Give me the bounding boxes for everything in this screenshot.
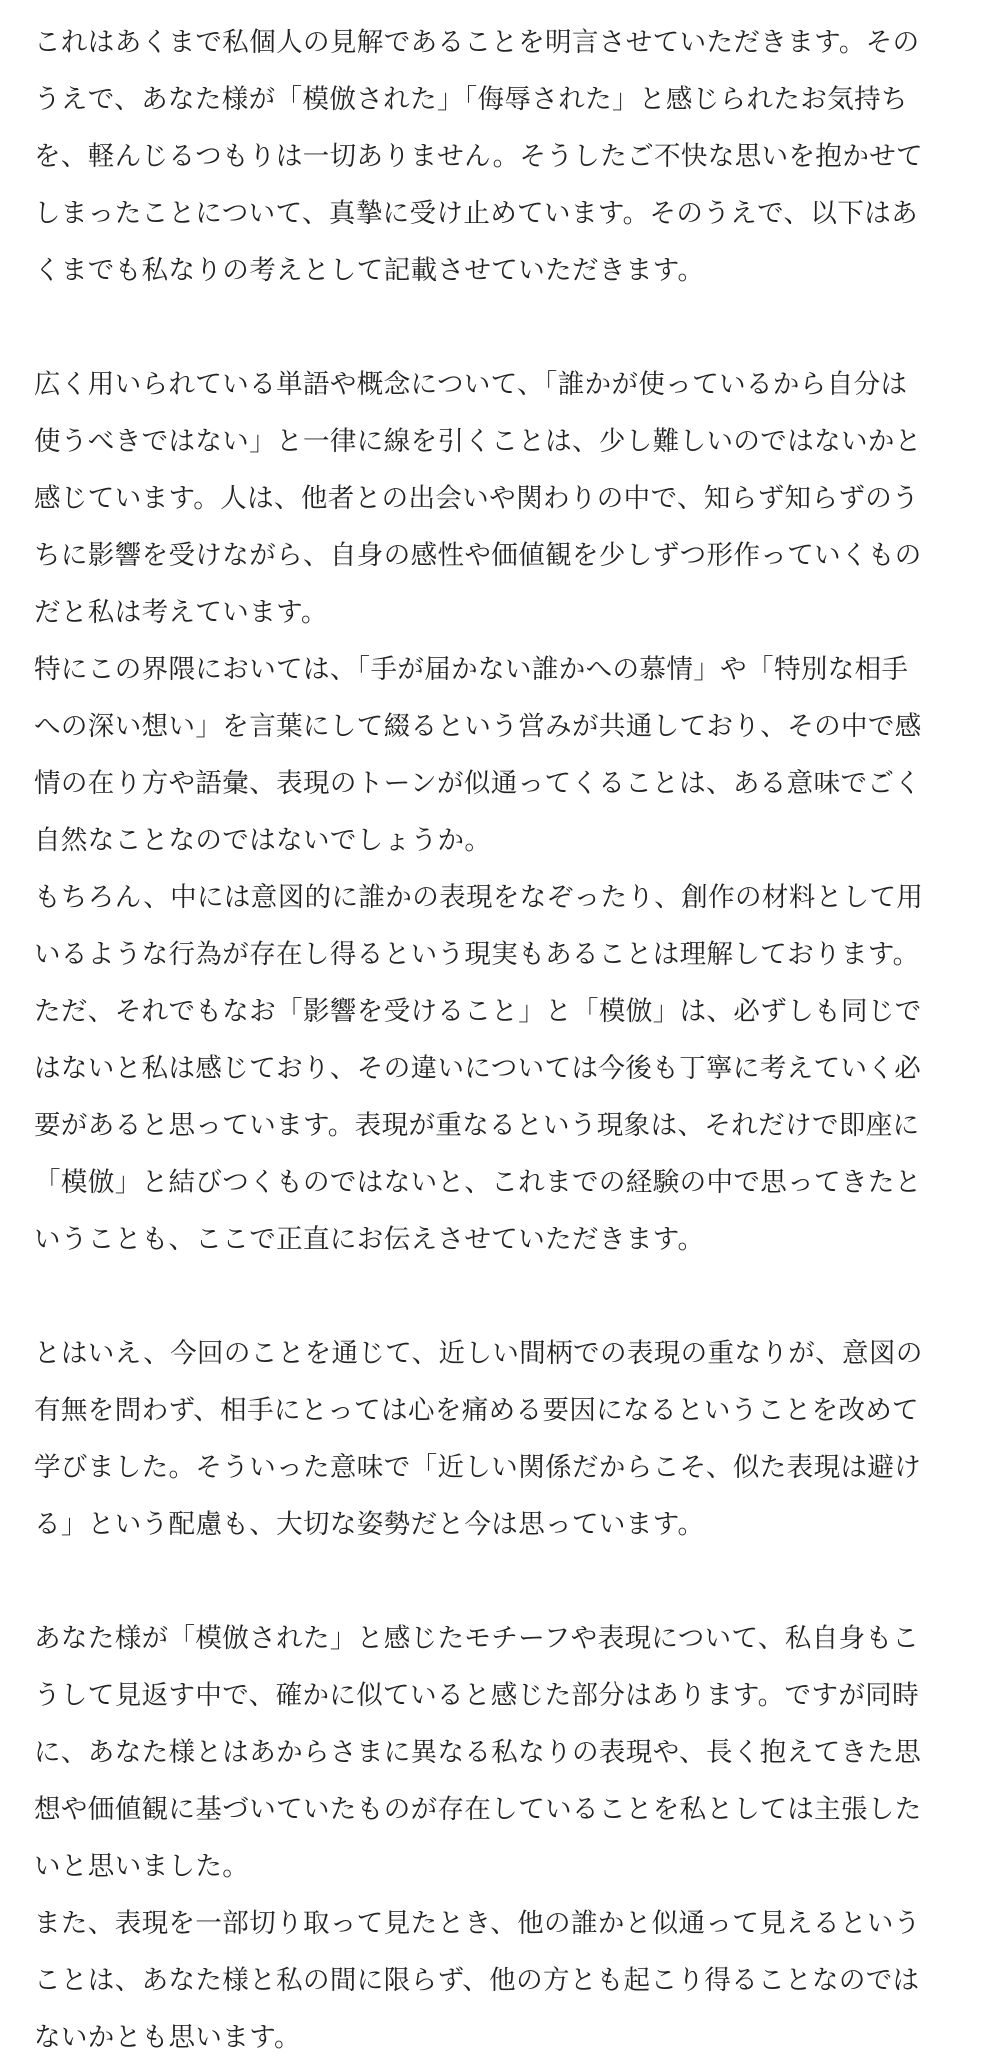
text-line: もちろん、中には意図的に誰かの表現をなぞったり、創作の材料として用: [34, 882, 924, 913]
paragraph-2: [34, 356, 981, 1268]
text-line: る」という配慮も、大切な姿勢だと今は思っています。: [34, 1509, 705, 1540]
text-line: とはいえ、今回のことを通じて、近しい間柄での表現の重なりが、意図の: [34, 1338, 923, 1369]
text-line: うえで、あなた様が「模倣された」「侮辱された」と感じられたお気持ち: [34, 84, 908, 115]
text-line: うして見返す中で、確かに似ていると感じた部分はあります。ですが同時: [34, 1680, 920, 1711]
text-line: を、軽んじるつもりは一切ありません。そうしたご不快な思いを抱かせて: [34, 141, 924, 172]
text-line: ないかとも思います。: [34, 2022, 301, 2053]
text-line: 使うべきではない」と一律に線を引くことは、少し難しいのではないかと: [34, 426, 922, 457]
text-line: いと思いました。: [34, 1851, 250, 1882]
paragraph-gap: [34, 1268, 981, 1325]
text-line: ちに影響を受けながら、自身の感性や価値観を少しずつ形作っていくもの: [34, 540, 922, 571]
text-line: これはあくまで私個人の見解であることを明言させていただきます。その: [34, 27, 920, 58]
text-line: 「模倣」と結びつくものではないと、これまでの経験の中で思ってきたと: [34, 1167, 922, 1198]
text-line: に、あなた様とはあからさまに異なる私なりの表現や、長く抱えてきた思: [34, 1737, 922, 1768]
text-line: また、表現を一部切り取って見たとき、他の誰かと似通って見えるという: [34, 1908, 921, 1939]
paragraph-gap: [34, 1553, 981, 1610]
text-line: あなた様が「模倣された」と感じたモチーフや表現について、私自身もこ: [34, 1623, 920, 1654]
text-line: 学びました。そういった意味で「近しい関係だからこそ、似た表現は避け: [34, 1452, 922, 1483]
paragraph-gap: [34, 299, 981, 356]
text-line: 情の在り方や語彙、表現のトーンが似通ってくることは、ある意味でごく: [34, 768, 922, 799]
text-line: いるような行為が存在し得るという現実もあることは理解しております。: [34, 939, 920, 970]
text-line: 特にこの界隈においては、「手が届かない誰かへの慕情」や「特別な相手: [34, 654, 909, 685]
text-line: 有無を問わず、相手にとっては心を痛める要因になるということを改めて: [34, 1395, 920, 1426]
text-line: くまでも私なりの考えとして記載させていただきます。: [34, 255, 705, 286]
text-line: 自然なことなのではないでしょうか。: [34, 825, 492, 856]
text-line: ことは、あなた様と私の間に限らず、他の方とも起こり得ることなのでは: [34, 1965, 920, 1996]
text-line: いうことも、ここで正直にお伝えさせていただきます。: [34, 1224, 705, 1255]
paragraph-3: [34, 1325, 981, 1553]
text-line: しまったことについて、真摯に受け止めています。そのうえで、以下はあ: [34, 198, 918, 229]
text-line: 広く用いられている単語や概念について、「誰かが使っているから自分は: [34, 369, 908, 400]
text-line: 想や価値観に基づいていたものが存在していることを私としては主張した: [34, 1794, 922, 1825]
text-line: への深い想い」を言葉にして綴るという営みが共通しており、その中で感: [34, 711, 922, 742]
text-line: はないと私は感じており、その違いについては今後も丁寧に考えていく必: [34, 1053, 922, 1084]
text-line: だと私は考えています。: [34, 597, 328, 628]
text-line: 要があると思っています。表現が重なるという現象は、それだけで即座に: [34, 1110, 920, 1141]
text-line: 感じています。人は、他者との出会いや関わりの中で、知らず知らずのう: [34, 483, 920, 514]
paragraph-4: [34, 1610, 981, 2066]
paragraph-1: [34, 14, 981, 299]
text-line: ただ、それでもなお「影響を受けること」と「模倣」は、必ずしも同じで: [34, 996, 922, 1027]
